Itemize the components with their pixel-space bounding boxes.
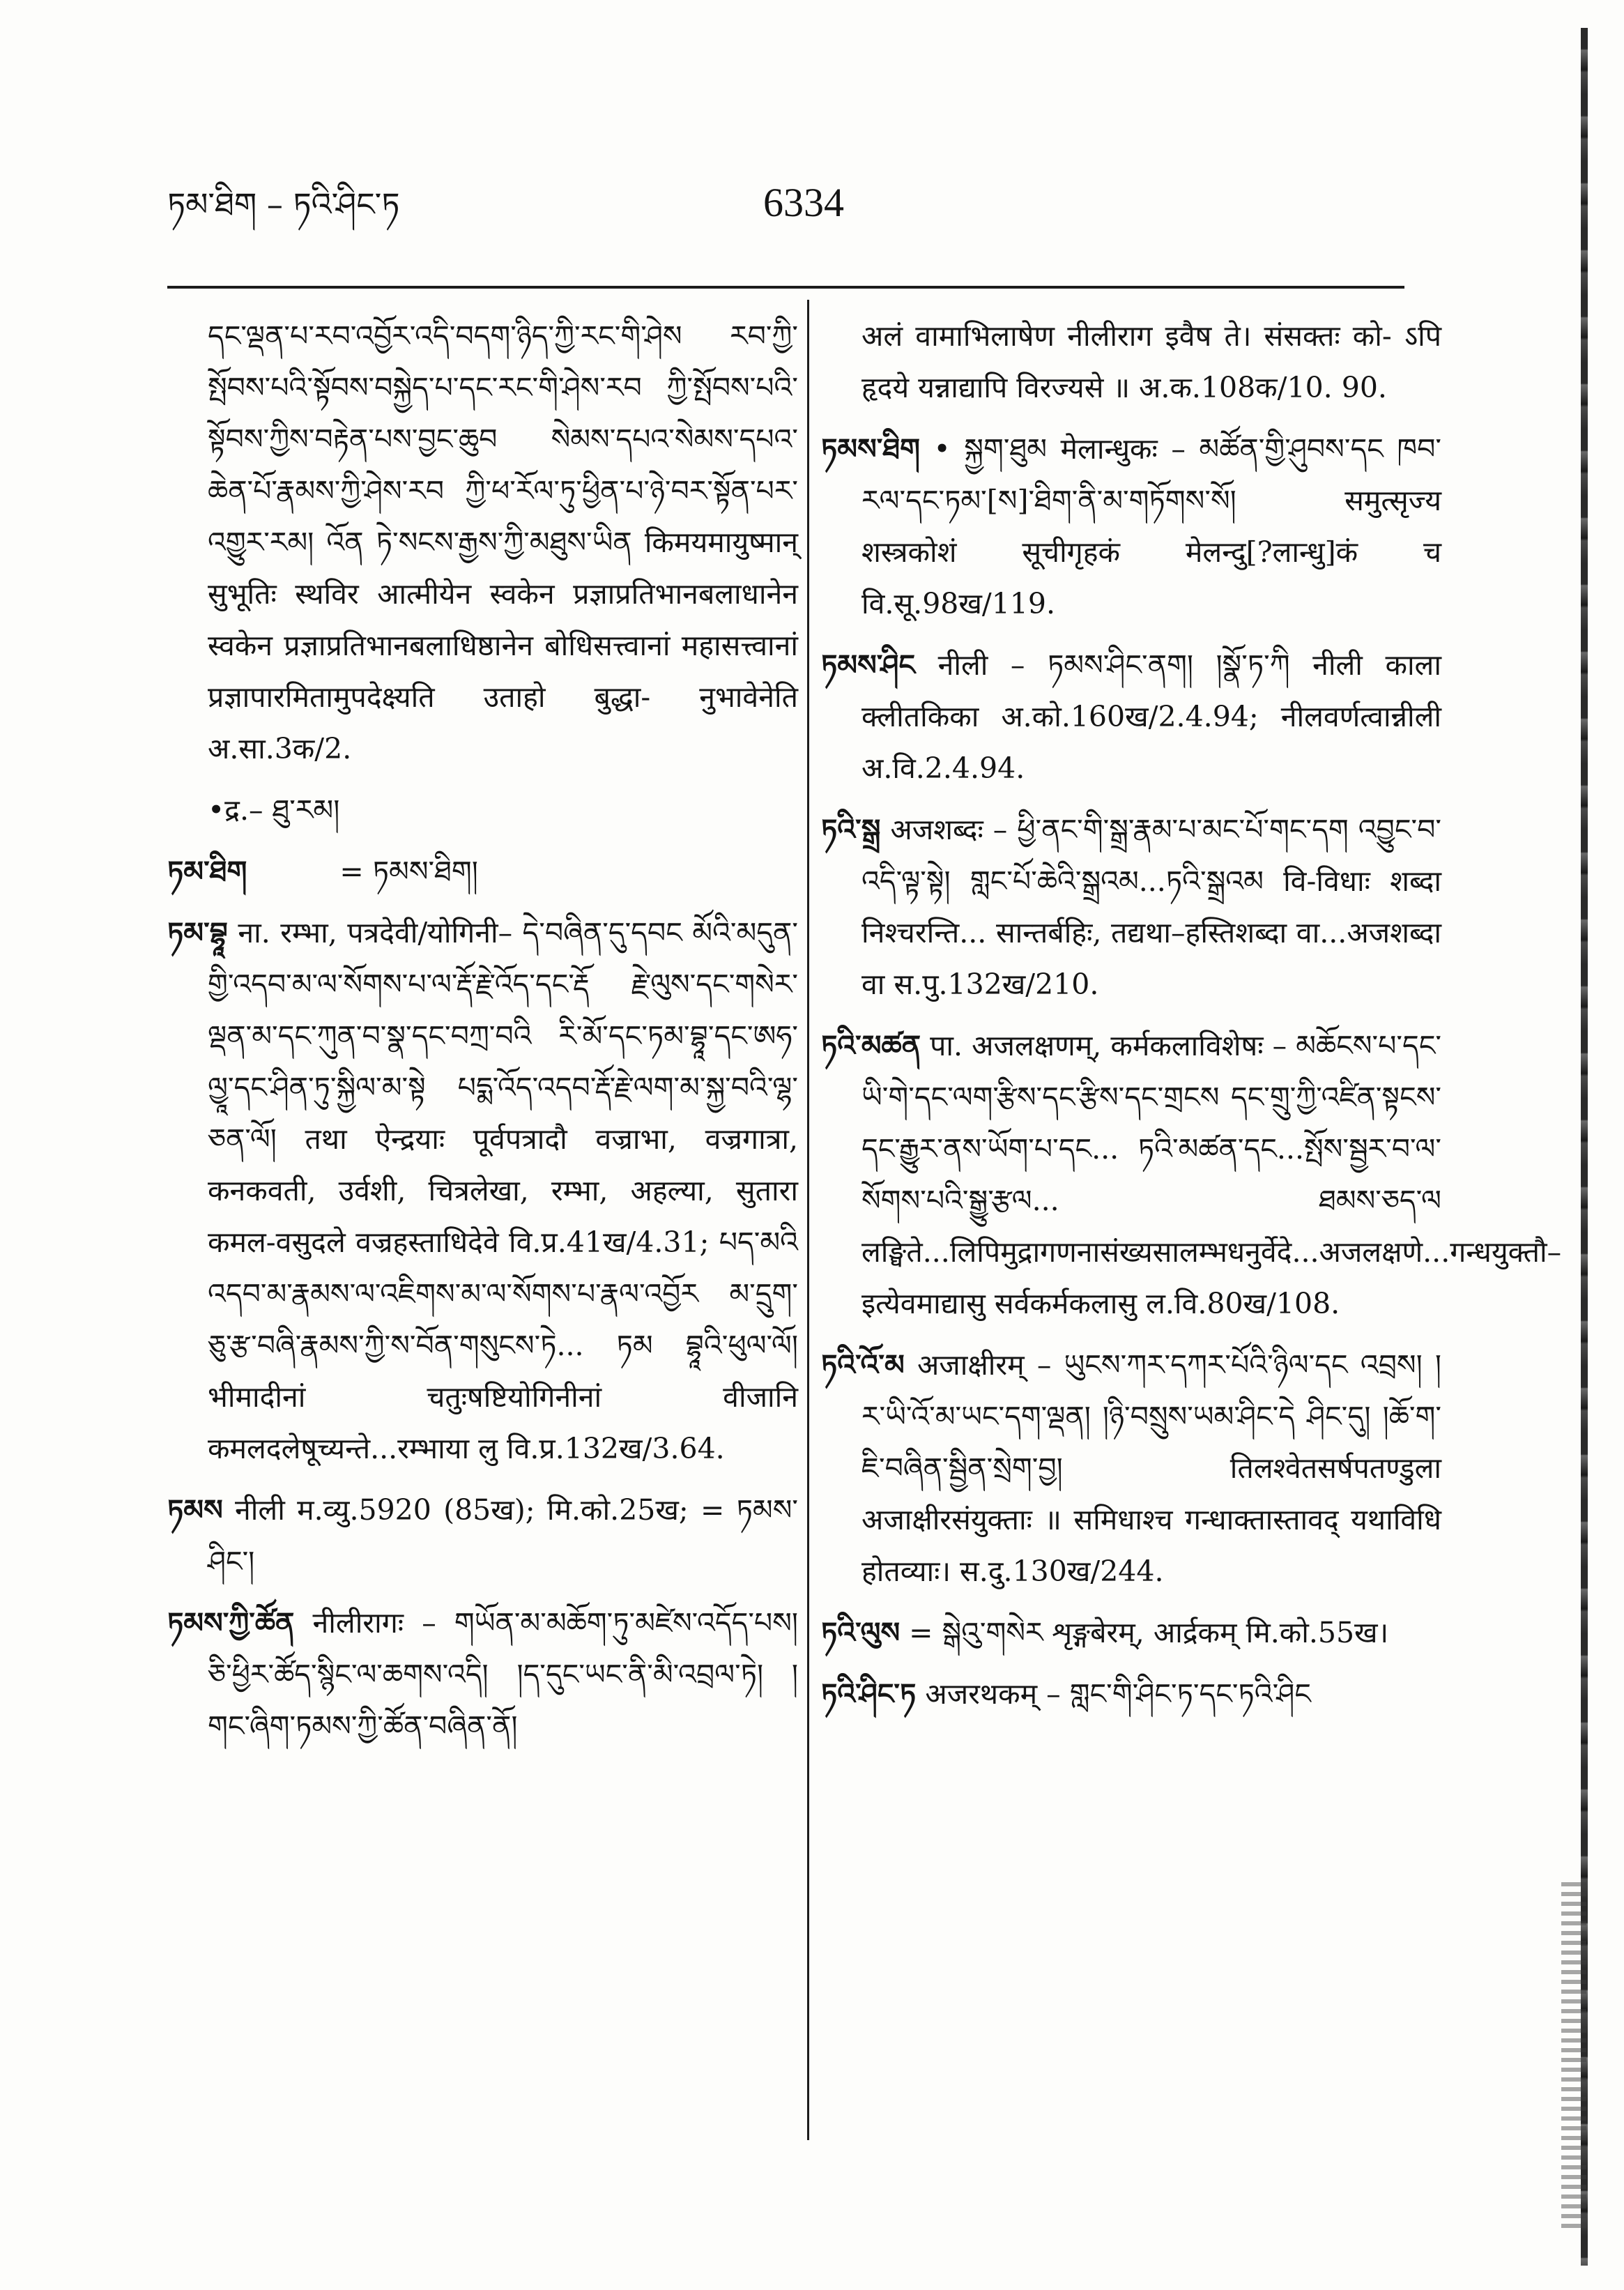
continued-entry [821, 310, 1441, 413]
dictionary-entry [167, 907, 798, 1474]
dictionary-entry [821, 1607, 1441, 1658]
running-head: ཏམ་ཐིག – ཏའི་ཤིང་ཏ [167, 185, 400, 223]
dictionary-entry [167, 846, 798, 897]
dictionary-entry [167, 1597, 798, 1752]
text-line: དང་ལྡན་པ་རབ་འབྱོར་འདི་བདག་ཉིད་ཀྱི་རང་གི་ཤེས [208, 319, 682, 353]
text-line: སེམས་དཔའ་སེམས་དཔའ་ཆེན་པོ་རྣམས་ཀྱི་ཤེས་རབ [208, 422, 798, 507]
entry-headword: ཏམས་ཤིང [821, 648, 916, 682]
entry-headword: ཏའི་ཤིང་ཏ [821, 1677, 917, 1711]
entry-headword: ཏམས་ཐིག [821, 432, 920, 466]
entry-body: अजशब्दः – ཕྱི་ནང་གི་སྒྲ་རྣམ་པ་མང་པོ་གང་དག འབྱུང་བ་འདི་ལྟ་སྟེ། གླང་པོ་ཆེའི་སྒྲའམ...ཏའི་སྒྲའམ वि-विधाः शब्दा निश्चरन्ति... सान्तर्बहिः, तद्यथा–हस्तिशब्दा वा...अजशब्दा वा स.पु.132ख/210. [861, 813, 1441, 1001]
continued-entry [167, 310, 798, 774]
entry-headword: ཏའི་སྒྲ [821, 813, 881, 846]
entry-body: • སྐྱག་ཐུམ मेलान्धुकः – མཚོན་གྱི་ཤུབས་དང ཁབ་རལ་དང་ཏམ་[ས]་ཐིག་ནི་མ་གཏོགས་སོ། समुत्सृज्य शस्त्रकोशं सूचीगृहकं मेलन्दु[?लान्धु]कं च वि.सू.98ख/119. [861, 432, 1441, 620]
text-line: स्थविर आत्मीयेन स्वकेन प्रज्ञाप्रतिभानबलाधानेन [295, 577, 798, 611]
text-line: རབ་ཀྱི་སྤོབས་པའི་སྟོབས་བསྐྱེད་པ་དང་རང་གི་ཤེས་རབ [208, 319, 798, 404]
entry-headword: ཏའི་མཚན [821, 1029, 921, 1062]
entry-body: अजरथकम् – གླང་གི་ཤིང་ཏ་དང་ཏའི་ཤིང [925, 1677, 1311, 1711]
dictionary-entry [821, 639, 1441, 794]
entry-headword: ཏམས [167, 1493, 223, 1527]
entry-body: ना. रम्भा, पत्रदेवी/योगिनी– དེ་བཞིན་དུ་དབང མོའི་མདུན་གྱི་འདབ་མ་ལ་སོགས་པ་ལ་རྡོ་རྗེ་འོད་དང་རྡོ རྗེ་ལུས་དང་གསེར་ལྡན་མ་དང་ཀུན་བ་སྣ་དང་བཀྲ་བའི རི་མོ་དང་ཏམ་བྷཱ་དང་ཨཧ་ལྱཱ་དང་ཤིན་ཏུ་སྐྱིལ་མ་སྟེ པདྨ་འོད་འདབ་རྡོ་རྗེ་ལག་མ་སྐྱ་བའི་ལྷ་ཅན་ལོ། तथा ऐन्द्रयाः पूर्वपत्रादौ वज्राभा, वज्रगात्रा, कनकवती, उर्वशी, चित्रलेखा, रम्भा, अहल्या, सुतारा कमल-वसुदले वज्रहस्ताधिदेवे वि.प्र.41ख/4.31; པད་མའི འདབ་མ་རྣམས་ལ་འཇིགས་མ་ལ་སོགས་པ་རྣལ་འབྱོར མ་དྲུག་ཅུ་རྩ་བཞི་རྣམས་ཀྱི་ས་བོན་གསུངས་ཏེ... ཏམ བྷཱའི་ཕུལ་ལོ། भीमादीनां चतुःषष्टियोगिनीनां वीजानि कमलदलेषूच्यन्ते...रम्भाया लु वि.प्र.132ख/3.64. [208, 916, 798, 1465]
dictionary-entry [821, 1020, 1562, 1329]
left-column [167, 310, 798, 1762]
entry-headword: ཏམ་བྷཱ [167, 916, 228, 949]
text-line: 90. [1341, 371, 1387, 404]
entry-body: पा. अजलक्षणम्, कर्मकलाविशेषः – མཆོངས་པ་དང་ཡི་གེ་དང་ལག་རྩིས་དང་རྩིས་དང་གྲངས དང་གྲུ་ཀྱི་འཛིན་སྟངས་དང་རྒྱུར་ནས་ཡོག་པ་དང... ཏའི་མཚན་དང...སྤོས་སྦྱར་བ་ལ་སོགས་པའི་སྒྱུ་རྩལ... ཐམས་ཅད་ལ लङ्घिते...लिपिमुद्रागणनासंख्यसालम्भधनुर्वेदे...अजलक्षणे...गन्धयुक्तौ–इत्येवमाद्यासु सर्वकर्मकलासु ल.वि.80ख/108. [861, 1029, 1562, 1320]
dictionary-entry [821, 804, 1441, 1010]
text-line: ཀྱི་སྤོབས་པའི་སྟོབས་ཀྱིས་བརྟེན་པས་བྱང་ཆུབ [208, 371, 798, 456]
text-line: ཏེ་སངས་རྒྱས་ཀྱི་མཐུས་ཡིན किमयमायुष्मान् सुभूतिः [208, 526, 798, 611]
entry-headword: ཏའི་འོ་མ [821, 1348, 905, 1382]
entry-headword: ཏའི་ལུས [821, 1616, 901, 1649]
dictionary-entry [167, 1484, 798, 1587]
entry-body: = སྒེའུ་གསེར शृङ्गबेरम्, आर्द्रकम् मि.को.55ख। [909, 1616, 1389, 1649]
text-line: ཀྱི་ཕ་རོལ་ཏུ་ཕྱིན་པ་ཉེ་བར་སྟོན་པར་འགྱུར་རམ། འོན [208, 474, 798, 559]
text-line: महासत्त्वानां प्रज्ञापारमितामुपदेक्ष्यति उताहो बुद्धा- [208, 629, 798, 714]
entry-body: अजाक्षीरम् – ཡུངས་ཀར་དཀར་པོའི་ཉིལ་དང འབྲས། །ར་ཡི་འོ་མ་ཡང་དག་ལྡན། །ཉི་བསྲུས་ཡམ་ཤིང་དེ ཤིང་དུ། །ཆོ་ག་ཇི་བཞིན་སྦྱིན་སྲེག་བྱ། तिलश्वेतसर्षपतण्डुला अजाक्षीरसंयुक्ताः ॥ समिधाश्च गन्धाक्तास्तावद् यथाविधि होतव्याः। स.दु.130ख/244. [861, 1348, 1441, 1588]
text-line: स्वकेन प्रज्ञाप्रतिभानबलाधिष्ठानेन बोधिसत्त्वानां [208, 629, 671, 662]
page-edge-texture [1561, 1882, 1586, 2231]
entry-body: नीली म.व्यु.5920 (85ख); मि.को.25ख; = ཏམས་ཤིང་། [208, 1493, 798, 1578]
cross-reference: •द्र.– ཐུ་རམ། [208, 793, 340, 827]
entry-body: नीलीरागः – གཡོན་མ་མཆོག་ཏུ་མཛེས་འདོད་པས། ཅི་ཕྱིར་ཚོད་སྙིང་ལ་ཆགས་འདི། །ད་དུང་ཡང་ནི་མི་འབྲལ་ཏེ། །གང་ཞིག་ཏམས་ཀྱི་ཚོན་བཞིན་ནོ། [208, 1606, 798, 1743]
dictionary-entry [821, 1668, 1441, 1720]
dictionary-entry [821, 423, 1441, 629]
text-line: ऽपि हृदये यन्नाद्यापि विरज्यसे ॥ अ.क.108क/10. [861, 319, 1441, 404]
page-number: 6334 [763, 180, 844, 225]
entry-body: नीली – ཏམས་ཤིང་ནག། །སྣོ་ཏ་ཀི नीली काला क्लीतकिका अ.को.160ख/2.4.94; नीलवर्णत्वान्नीली अ.वि.2.4.94. [861, 648, 1441, 785]
text-line: नुभावेनेति अ.सा.3क/2. [208, 680, 798, 765]
right-column [821, 310, 1562, 1730]
dictionary-entry [821, 1339, 1441, 1597]
header-rule [167, 286, 1404, 289]
entry-headword: ཏམས་ཀྱི་ཚོན [167, 1606, 295, 1640]
entry-body: = ཏམས་ཐིག། [339, 855, 478, 888]
column-divider [807, 300, 809, 2140]
text-line: अलं वामाभिलाषेण नीलीराग इवैष ते। संसक्तः को- [861, 319, 1392, 353]
entry-headword: ཏམ་ཐིག [167, 855, 247, 888]
